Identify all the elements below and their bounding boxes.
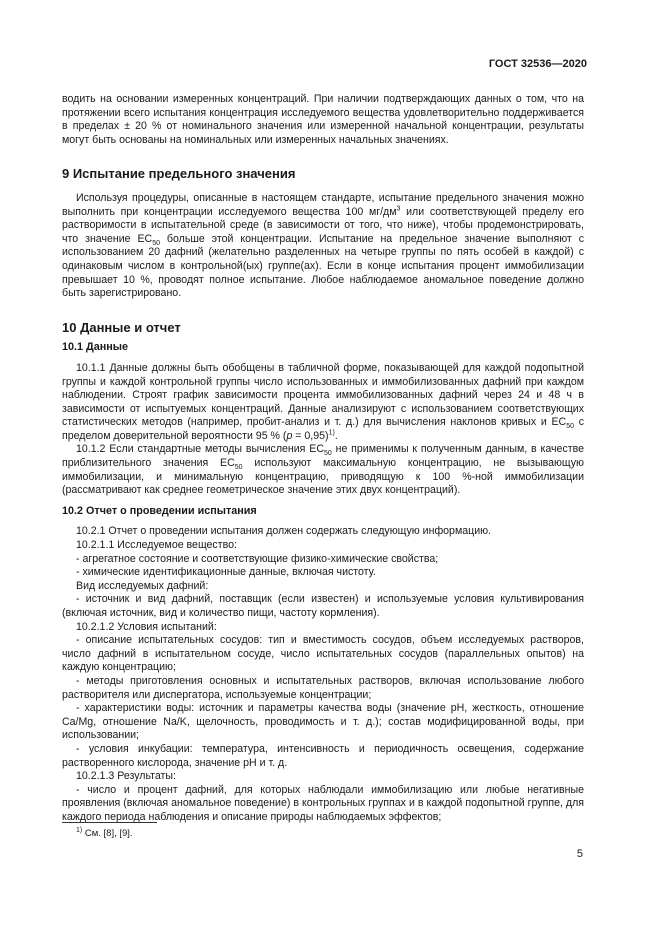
report-line: 10.2.1.3 Результаты: (76, 770, 176, 783)
report-line: - характеристики воды: источник и параметры качества воды (значение рН, жесткость, отношение Ca/Mg, отношение Na/K, щелочность, проводимость и т. д.); состав модифицированной воды, при использовании; (62, 702, 584, 742)
section-9-title: 9 Испытание предельного значения (62, 166, 296, 182)
report-line: - условия инкубации: температура, интенсивность и периодичность освещения, содержание растворенного кислорода, значение рН и т. д. (62, 742, 584, 769)
section-9-paragraph: Используя процедуры, описанные в настоящем стандарте, испытание предельного значения можно выполнить при концентрации исследуемого вещества 100 $мг/дм^3$ или соответствующей пределу его растворимости в испытательной среде (в зависимости от того, что ниже), чтобы продемонстрировать, что значение $ЕС_{50}$ больше этой концентрации. Испытание на предельное значение выполняют с использованием 20 дафний (желательно разделенных на четыре группы по пять особей в каждой) с одинаковым числом в контрольной(ых) группе(ах). Если в конце испытания процент иммобилизации превышает 10 %, проводят полное испытание. Любое наблюдаемое аномальное поведение должно быть зарегистрировано. (62, 191, 585, 300)
report-line: 10.2.1.1 Исследуемое вещество: (76, 539, 237, 552)
subsection-10-2-title: 10.2 Отчет о проведении испытания (62, 504, 257, 517)
report-line: 10.2.1.2 Условия испытаний: (76, 620, 217, 633)
report-line: - химические идентификационные данные, включая чистоту. (76, 566, 376, 579)
page-number: 5 (576, 848, 583, 860)
report-line: - описание испытательных сосудов: тип и вместимость сосудов, объем исследуемых растворов, число дафний в испытательном сосуде, число испытательных сосудов (параллельных опытов) на каждую концентрацию; (62, 634, 584, 674)
report-line: - методы приготовления основных и испытательных растворов, включая использование любого растворителя или диспергатора, используемые концентрации; (62, 674, 584, 701)
section-10-title: 10 Данные и отчет (62, 319, 181, 335)
continuation-paragraph: водить на основании измеренных концентраций. При наличии подтверждающих данных о том, что на протяжении всего испытания концентрация исследуемого вещества удовлетворительно поддерживается в пределах ± 20 % от номинального значения или измеренной начальной концентрации, результаты могут быть основаны на номинальных или измеренных начальных значениях. (62, 93, 584, 146)
report-line: - источник и вид дафний, поставщик (если известен) и используемые условия культивирования (включая источник, вид и количество пищи, частоту кормления). (62, 593, 584, 619)
footnote-divider (62, 822, 157, 823)
footnote: $^{1)}$ См. [8], [9]. (76, 826, 133, 839)
subsection-10-1-title: 10.1 Данные (62, 341, 128, 354)
standard-code: ГОСТ 32536—2020 (488, 58, 587, 70)
report-line: - число и процент дафний, для которых наблюдали иммобилизацию или любые негативные проявления (включая аномальное поведение) в контрольных группах и в каждой подопытной группе, для каждого периода наблюдения и описание природы наблюдаемых эффектов; (62, 783, 584, 823)
page-content (62, 93, 584, 825)
paragraph-10-1-2: 10.1.2 Если стандартные методы вычисления $ЕС_{50}$ не применимы к полученным данным, в качестве приблизительного значения $ЕС_{50}$ используют максимальную концентрацию, не вызывающую иммобилизации, и минимальную концентрацию, приводящую к 100 %-ной иммобилизации (рассматривают как среднее геометрическое значение этих двух концентраций). (62, 443, 584, 497)
paragraph-10-1-1: 10.1.1 Данные должны быть обобщены в табличной форме, показывающей для каждой подопытной группы и каждой контрольной группы число использованных и иммобилизованных дафний при каждом наблюдении. Строят график зависимости процента иммобилизованных дафний через 24 и 48 ч в зависимости от испытуемых концентраций. Данные анализируют с использованием соответствующих статистических методов (например, пробит-анализ и т. д.) для вычисления наклонов кривых и $ЕС_{50}$ с пределом доверительной вероятности 95 % (р = 0,95)$^{1)}$. (62, 361, 584, 442)
report-line: 10.2.1 Отчет о проведении испытания должен содержать следующую информацию. (76, 525, 491, 538)
report-line: Вид исследуемых дафний: (76, 579, 209, 592)
report-line: - агрегатное состояние и соответствующие физико-химические свойства; (76, 552, 439, 565)
